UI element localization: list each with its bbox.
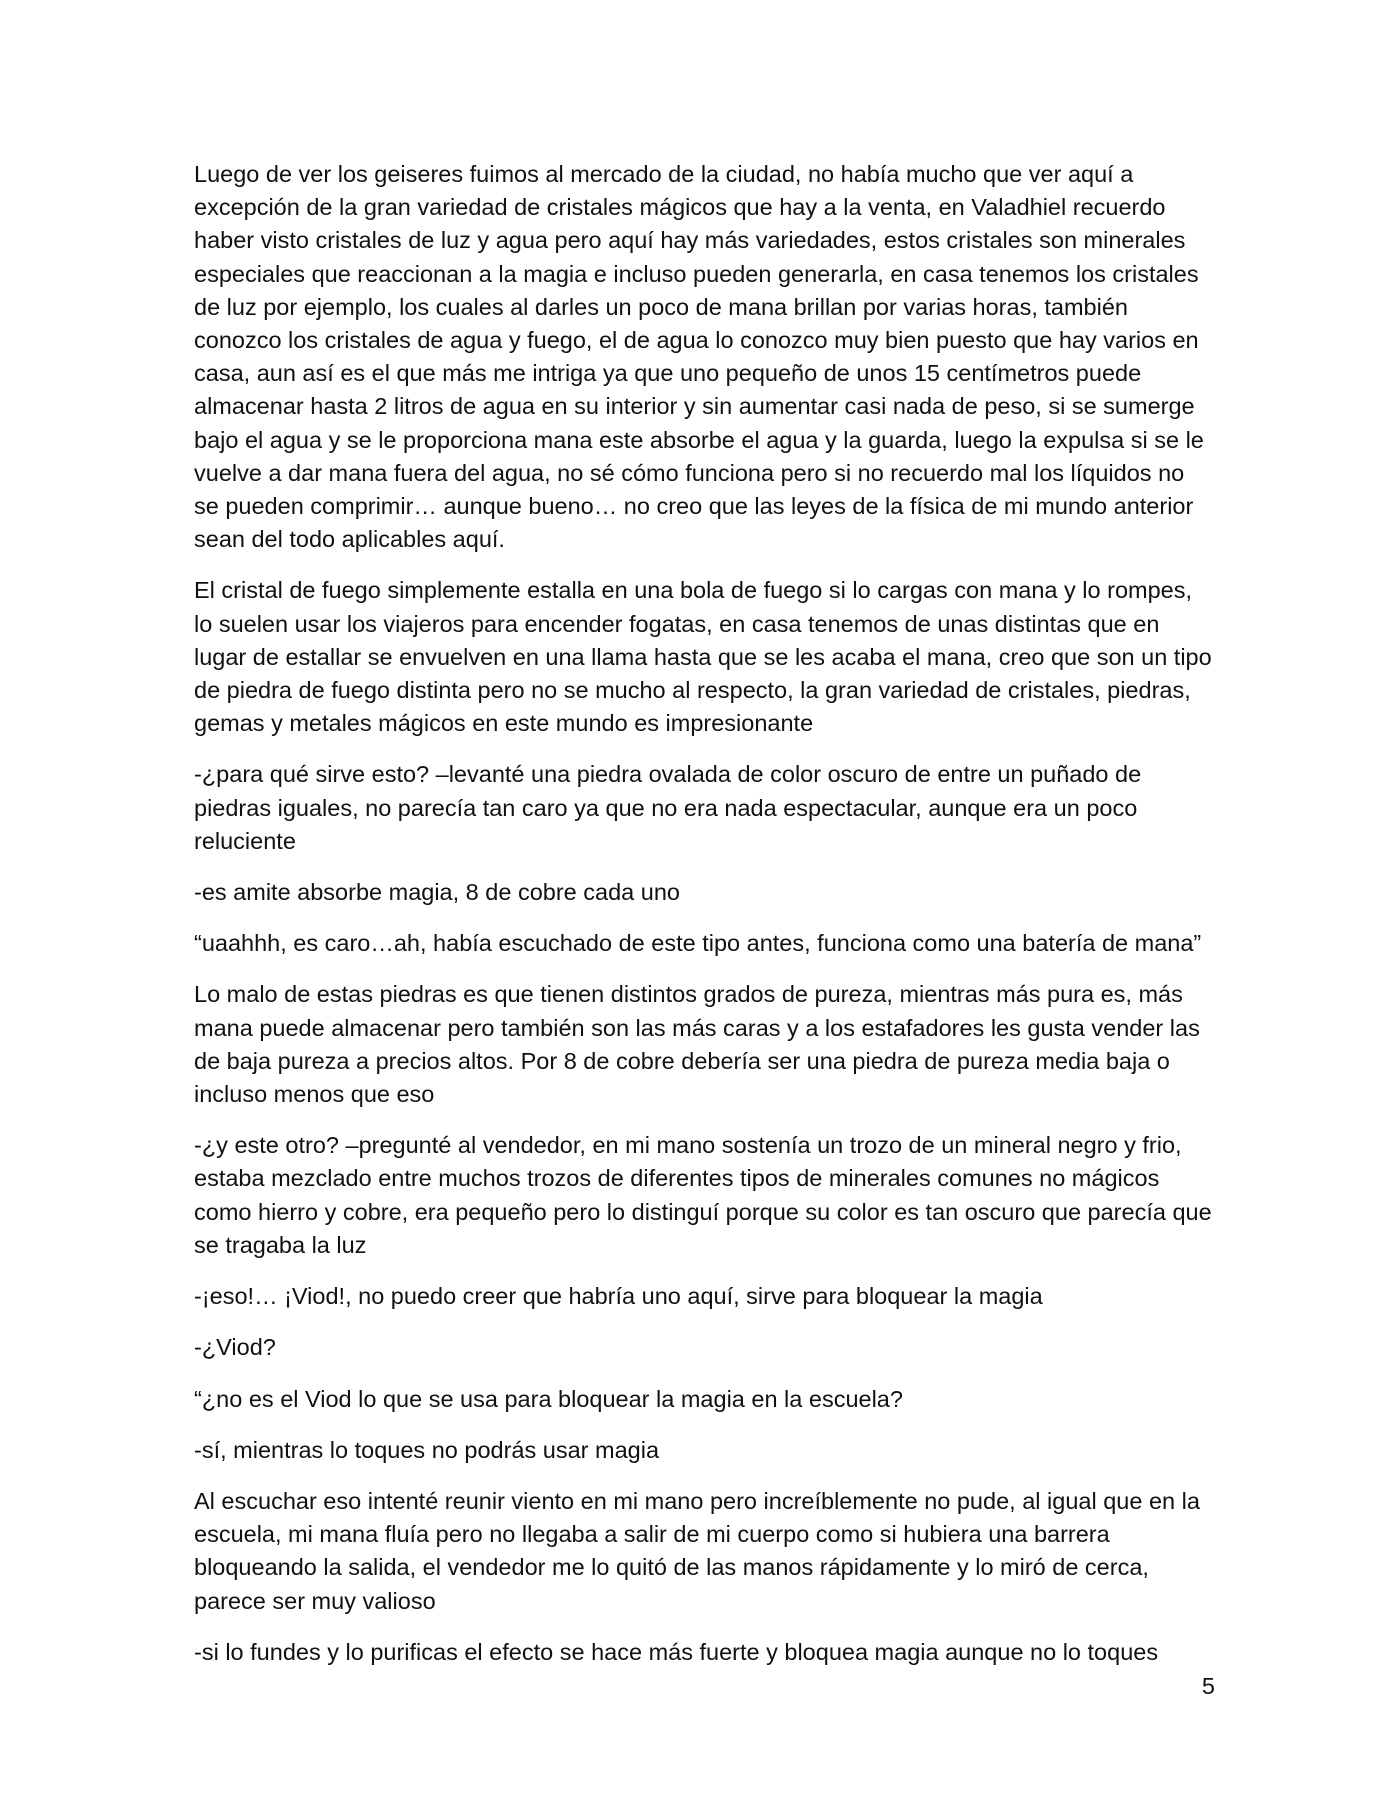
paragraph-4: -es amite absorbe magia, 8 de cobre cada uno: [194, 879, 680, 906]
page-number: 5: [1201, 1673, 1215, 1699]
paragraph-9: -¿Viod?: [194, 1334, 276, 1361]
paragraph-11: -sí, mientras lo toques no podrás usar magia: [194, 1436, 660, 1463]
paragraph-10: “¿no es el Viod lo que se usa para bloquear la magia en la escuela?: [194, 1385, 903, 1412]
paragraph-2: El cristal de fuego simplemente estalla en una bola de fuego si lo cargas con mana y lo rompes, lo suelen usar los viajeros para encender fogatas, en casa tenemos de unas distintas que en lugar de estallar se envuelven en una llama hasta que se les acaba el mana, creo que son un tipo de piedra de fuego distinta pero no se mucho al respecto, la gran variedad de cristales, piedras, gemas y metales mágicos en este mundo es impresionante: [194, 577, 1212, 737]
paragraph-5: “uaahhh, es caro…ah, había escuchado de este tipo antes, funciona como una batería de mana”: [194, 930, 1202, 957]
paragraph-7: -¿y este otro? –pregunté al vendedor, en mi mano sostenía un trozo de un mineral negro y frio, estaba mezclado entre muchos trozos de diferentes tipos de minerales comunes no mágicos como hierro y cobre, era pequeño pero lo distinguí porque su color es tan oscuro que parecía que se tragaba la luz: [194, 1132, 1212, 1258]
paragraph-6: Lo malo de estas piedras es que tienen distintos grados de pureza, mientras más pura es, más mana puede almacenar pero también son las más caras y a los estafadores les gusta vender las de baja pureza a precios altos. Por 8 de cobre debería ser una piedra de pureza media baja o incluso menos que eso: [194, 981, 1200, 1108]
paragraph-8: -¡eso!… ¡Viod!, no puedo creer que habría uno aquí, sirve para bloquear la magia: [194, 1283, 1043, 1310]
paragraph-13: -si lo fundes y lo purificas el efecto se hace más fuerte y bloquea magia aunque no lo toques: [194, 1638, 1159, 1665]
page-body: [194, 158, 1212, 1687]
paragraph-1: Luego de ver los geiseres fuimos al mercado de la ciudad, no había mucho que ver aquí a excepción de la gran variedad de cristales mágicos que hay a la venta, en Valadhiel recuerdo haber visto cristales de luz y agua pero aquí hay más variedades, estos cristales son minerales especiales que reaccionan a la magia e incluso pueden generarla, en casa tenemos los cristales de luz por ejemplo, los cuales al darles un poco de mana brillan por varias horas, también conozco los cristales de agua y fuego, el de agua lo conozco muy bien puesto que hay varios en casa, aun así es el que más me intriga ya que uno pequeño de unos 15 centímetros puede almacenar hasta 2 litros de agua en su interior y sin aumentar casi nada de peso, si se sumerge bajo el agua y se le proporciona mana este absorbe el agua y la guarda, luego la expulsa si se le vuelve a dar mana fuera del agua, no sé cómo funciona pero si no recuerdo mal los líquidos no se pueden comprimir… aunque bueno… no creo que las leyes de la física de mi mundo anterior sean del todo aplicables aquí.: [194, 161, 1204, 553]
paragraph-3: -¿para qué sirve esto? –levanté una piedra ovalada de color oscuro de entre un puñado de piedras iguales, no parecía tan caro ya que no era nada espectacular, aunque era un poco reluciente: [194, 761, 1142, 854]
paragraph-12: Al escuchar eso intenté reunir viento en mi mano pero increíblemente no pude, al igual que en la escuela, mi mana fluía pero no llegaba a salir de mi cuerpo como si hubiera una barrera bloqueando la salida, el vendedor me lo quitó de las manos rápidamente y lo miró de cerca, parece ser muy valioso: [194, 1487, 1200, 1614]
